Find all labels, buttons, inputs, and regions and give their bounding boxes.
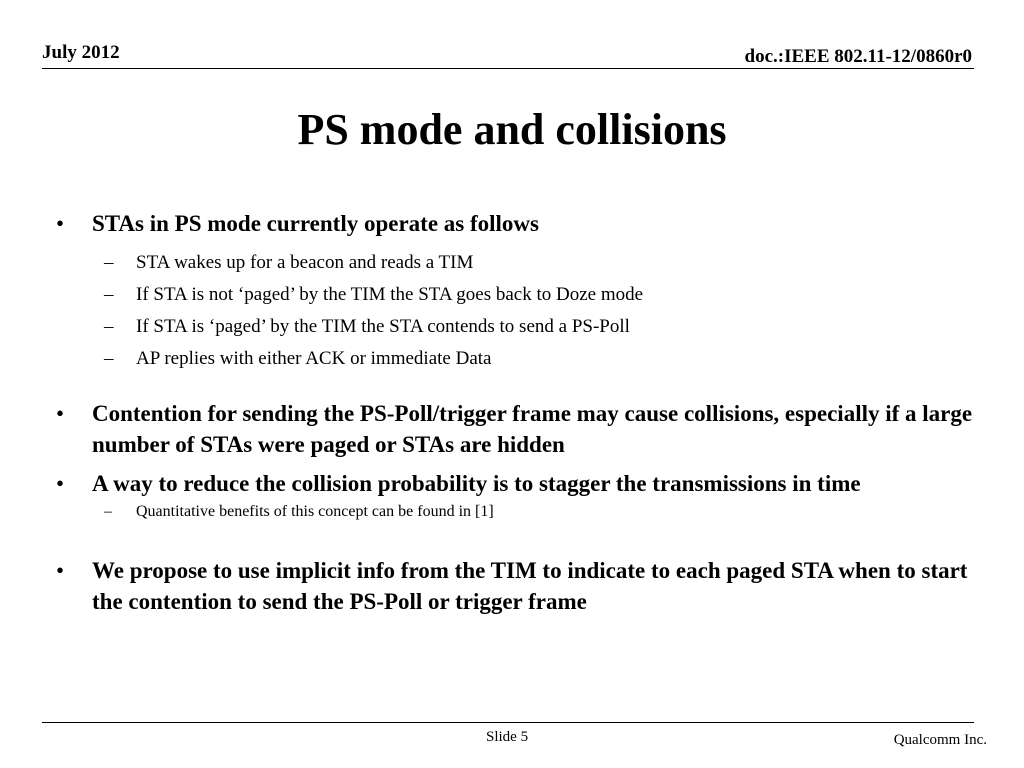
bullet-reduce-collisions: • A way to reduce the collision probability is to stagger the transmissions in time [56,468,976,499]
bullet-proposal: • We propose to use implicit info from the TIM to indicate to each paged STA when to start the contention to send the PS-Poll or trigger frame [56,555,976,617]
header-divider [42,68,974,69]
footer-divider [42,722,974,723]
sub-bullet: – AP replies with either ACK or immediate Data [56,343,976,375]
slide-body [56,208,976,617]
bullet-contention: • Contention for sending the PS-Poll/trigger frame may cause collisions, especially if a large number of STAs were paged or STAs are hidden [56,398,976,460]
sub-bullet: – STA wakes up for a beacon and reads a TIM [56,247,976,279]
slide-title: PS mode and collisions [297,105,727,154]
header-doc-id: doc.:IEEE 802.11-12/0860r0 [744,46,972,67]
bullet-ps-mode: • STAs in PS mode currently operate as follows [56,208,976,239]
footer-company: Qualcomm Inc. [893,732,987,748]
header-date: July 2012 [42,42,120,63]
sub-bullet: – If STA is ‘paged’ by the TIM the STA contends to send a PS-Poll [56,311,976,343]
sub-bullet: – If STA is not ‘paged’ by the TIM the STA goes back to Doze mode [56,279,976,311]
slide-number: Slide 5 [486,729,529,745]
sub-bullet: – Quantitative benefits of this concept can be found in [1] [56,499,976,525]
